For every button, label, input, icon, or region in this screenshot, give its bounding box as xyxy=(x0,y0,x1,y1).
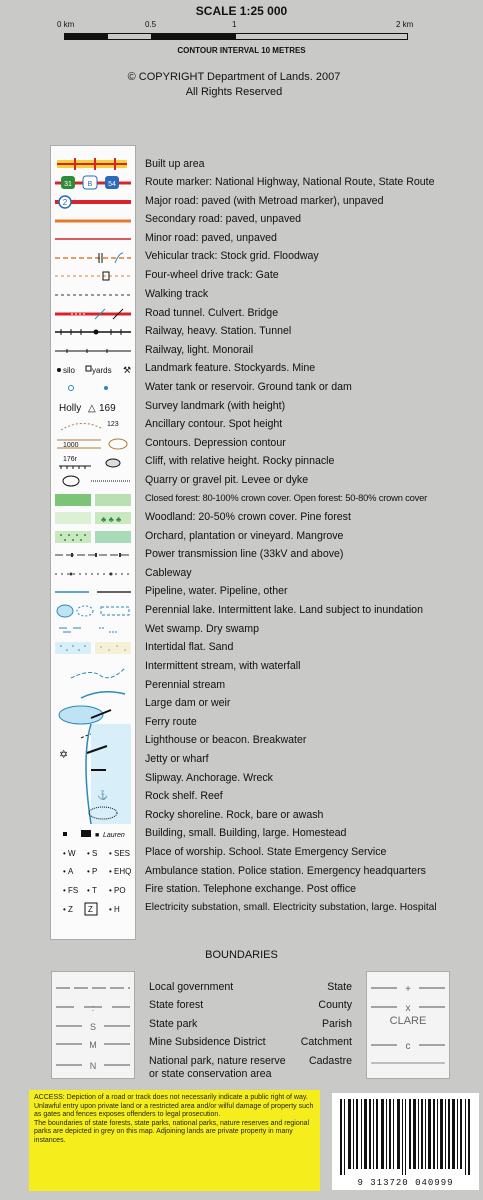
code-t: T xyxy=(92,886,97,895)
svg-text:•: • xyxy=(87,886,90,895)
legend-label: Intermittent stream, with waterfall xyxy=(145,660,301,672)
survey-landmark-symbol xyxy=(51,398,135,416)
svg-text:•: • xyxy=(109,905,112,914)
legend-label: Electricity substation, small. Electricity substation, large. Hospital xyxy=(145,902,437,913)
legend-label: Perennial stream xyxy=(145,679,226,691)
county-code: x xyxy=(405,1003,411,1014)
closed-forest-symbol xyxy=(51,491,135,509)
water-tank-symbol xyxy=(51,379,135,397)
svg-text:•: • xyxy=(63,867,66,876)
legend-label: Pipeline, water. Pipeline, other xyxy=(145,585,288,597)
survey-height: 169 xyxy=(99,403,116,414)
worship-school-ses-symbol xyxy=(51,844,135,862)
railway-light-symbol xyxy=(51,342,135,360)
legend-label: Orchard, plantation or vineyard. Mangrove xyxy=(145,530,344,542)
cliff-height: 176r xyxy=(63,456,78,463)
cliff-symbol xyxy=(51,453,135,471)
ancillary-contour-symbol xyxy=(51,416,135,434)
svg-text:•: • xyxy=(87,849,90,858)
state-forest-code: : xyxy=(91,1003,95,1013)
legend-label: Walking track xyxy=(145,288,209,300)
code-ehq: EHQ xyxy=(114,867,132,876)
legend-label: Ancillary contour. Spot height xyxy=(145,418,283,430)
swamp-symbol xyxy=(51,621,135,639)
boundary-label-right: Catchment xyxy=(300,1036,352,1048)
legend-label: Perennial lake. Intermittent lake. Land subject to inundation xyxy=(145,604,423,616)
access-notice xyxy=(29,1090,320,1191)
boundaries-title: BOUNDARIES xyxy=(205,949,278,961)
access-text: ACCESS: Depiction of a road or track does not necessarily indicate a public right of way. Unlawful entry upon private land or a restricted area and/or wilful damage of property such as gates and fences exposes offenders to legal prosecution. xyxy=(34,1094,314,1118)
legend-label: Large dam or weir xyxy=(145,697,231,709)
legend-label: Minor road: paved, unpaved xyxy=(145,232,277,244)
svg-text:■: ■ xyxy=(95,832,100,839)
legend-label: Survey landmark (with height) xyxy=(145,400,286,412)
legend-label: Landmark feature. Stockyards. Mine xyxy=(145,362,316,374)
minor-road-symbol xyxy=(51,230,135,248)
spot-height: 123 xyxy=(107,421,119,428)
boundary-left-symbols xyxy=(51,971,135,1079)
legend-label: Railway, heavy. Station. Tunnel xyxy=(145,325,292,337)
boundary-label-left: Local government xyxy=(149,981,234,993)
boundary-label-left: State park xyxy=(149,1018,198,1030)
code-fs: FS xyxy=(68,886,79,895)
legend-label: Slipway. Anchorage. Wreck xyxy=(145,772,273,784)
boundary-label-right: Cadastre xyxy=(309,1055,352,1067)
legend-label: Quarry or gravel pit. Levee or dyke xyxy=(145,474,309,486)
svg-text:•: • xyxy=(63,886,66,895)
route-marker-symbol xyxy=(51,174,135,192)
power-line-symbol xyxy=(51,546,135,564)
landmark-symbol xyxy=(51,360,135,378)
legend-label: Built up area xyxy=(145,158,205,170)
legend-label: Railway, light. Monorail xyxy=(145,344,254,356)
boundary-label-right: County xyxy=(318,999,352,1011)
vehicular-track-symbol xyxy=(51,249,135,267)
scale-bar xyxy=(64,33,408,40)
boundary-label-left: or state conservation area xyxy=(149,1068,272,1080)
route-marker-54: 54 xyxy=(108,181,116,188)
svg-text:♣ ♣ ♣: ♣ ♣ ♣ xyxy=(101,515,122,524)
legend-label: Woodland: 20-50% crown cover. Pine forest xyxy=(145,511,351,523)
legend-label: Secondary road: paved, unpaved xyxy=(145,213,302,225)
svg-text:△: △ xyxy=(88,403,96,414)
legend-label: Jetty or wharf xyxy=(145,753,209,765)
legend-label: Vehicular track: Stock grid. Floodway xyxy=(145,250,319,262)
barcode-bars xyxy=(332,1093,479,1175)
svg-text:•: • xyxy=(87,867,90,876)
woodland-symbol xyxy=(51,509,135,527)
copyright-line-2: All Rights Reserved xyxy=(185,86,283,98)
svg-text:•: • xyxy=(63,849,66,858)
copyright-line-1: © COPYRIGHT Department of Lands. 2007 xyxy=(127,71,341,83)
legend-label: Place of worship. School. State Emergency Service xyxy=(145,846,387,858)
legend-label: Major road: paved (with Metroad marker), unpaved xyxy=(145,195,384,207)
landmark-yards-text: yards xyxy=(92,366,112,375)
legend-label: Rocky shoreline. Rock, bare or awash xyxy=(145,809,324,821)
state-park-code: S xyxy=(89,1022,97,1032)
state-code: + xyxy=(405,984,411,995)
barcode xyxy=(332,1093,479,1190)
building-symbol xyxy=(51,825,135,843)
boundary-label-left: National park, nature reserve xyxy=(149,1055,286,1067)
legend-label: Four-wheel drive track: Gate xyxy=(145,269,279,281)
scale-label-1: 1 xyxy=(232,20,237,29)
legend-label: Intertidal flat. Sand xyxy=(145,641,234,653)
code-p: P xyxy=(92,867,98,876)
road-tunnel-symbol xyxy=(51,305,135,323)
legend-label: Road tunnel. Culvert. Bridge xyxy=(145,307,279,319)
legend-label: Contours. Depression contour xyxy=(145,437,286,449)
homestead-name: Lauren xyxy=(103,832,125,839)
electricity-hospital-symbol xyxy=(51,900,135,918)
code-ses: SES xyxy=(114,849,131,858)
boundary-label-right: Parish xyxy=(321,1018,352,1030)
svg-text:•: • xyxy=(109,867,112,876)
code-h: H xyxy=(114,905,120,914)
boundary-label-left: State forest xyxy=(149,999,204,1011)
cableway-symbol xyxy=(51,565,135,583)
parish-name: CLARE xyxy=(389,1015,427,1027)
route-marker-b: B xyxy=(87,181,93,188)
survey-name: Holly xyxy=(59,403,82,414)
lake-symbol xyxy=(51,602,135,620)
legend-label: Wet swamp. Dry swamp xyxy=(145,623,260,635)
legend-label: Closed forest: 80-100% crown cover. Open forest: 50-80% crown cover xyxy=(145,492,428,503)
code-z-large: Z xyxy=(88,905,93,914)
metroad-marker: 2 xyxy=(62,198,68,207)
legend-label: Lighthouse or beacon. Breakwater xyxy=(145,734,307,746)
mine-subsidence-code: M xyxy=(89,1040,97,1050)
code-z-small: Z xyxy=(68,905,73,914)
legend-label: Cableway xyxy=(145,567,192,579)
legend-label: Cliff, with relative height. Rocky pinnacle xyxy=(145,455,335,467)
code-w: W xyxy=(68,849,76,858)
svg-text:⚒: ⚒ xyxy=(123,365,132,375)
contour-value: 1000 xyxy=(63,442,79,449)
legend-label: Water tank or reservoir. Ground tank or dam xyxy=(145,381,352,393)
legend-label: Building, small. Building, large. Homestead xyxy=(145,827,347,839)
boundary-label-left: Mine Subsidence District xyxy=(149,1036,266,1048)
fire-telephone-post-symbol xyxy=(51,881,135,899)
railway-heavy-symbol xyxy=(51,323,135,341)
secondary-road-symbol xyxy=(51,212,135,230)
route-marker-31: 31 xyxy=(64,181,72,188)
legend-label: Route marker: National Highway, National Route, State Route xyxy=(145,176,435,188)
code-po: PO xyxy=(114,886,126,895)
boundaries-note: The boundaries of state forests, state parks, national parks, nature reserves and regional parks are depicted in grey on this map. Adjoining lands are private property in many instances. xyxy=(34,1119,310,1144)
pipeline-symbol xyxy=(51,583,135,601)
scale-label-2: 2 km xyxy=(396,20,414,29)
quarry-symbol xyxy=(51,472,135,490)
scale-title: SCALE 1:25 000 xyxy=(195,4,288,18)
scale-label-half: 0.5 xyxy=(145,20,157,29)
code-a: A xyxy=(68,867,74,876)
legend-label: Ferry route xyxy=(145,716,197,728)
legend-label: Rock shelf. Reef xyxy=(145,790,223,802)
barcode-number: 9 313720 040999 xyxy=(357,1178,454,1188)
ambulance-police-ehq-symbol xyxy=(51,862,135,880)
major-road-symbol xyxy=(51,193,135,211)
legend-label: Fire station. Telephone exchange. Post office xyxy=(145,883,357,895)
landmark-silo-text: silo xyxy=(63,366,76,375)
coastal-features-illustration xyxy=(51,658,135,828)
svg-text:•: • xyxy=(109,886,112,895)
orchard-symbol xyxy=(51,528,135,546)
copyright-notice xyxy=(0,70,468,100)
svg-text:•: • xyxy=(109,849,112,858)
boundary-label-right: State xyxy=(327,981,352,993)
boundary-right-symbols xyxy=(366,971,450,1079)
intertidal-symbol xyxy=(51,639,135,657)
built-up-symbol xyxy=(51,156,135,174)
svg-text:✡: ✡ xyxy=(59,749,69,761)
four-wheel-drive-symbol xyxy=(51,267,135,285)
svg-text:⚓: ⚓ xyxy=(97,790,109,800)
catchment-code: c xyxy=(405,1041,411,1052)
legend-symbol-column xyxy=(50,145,136,940)
contour-symbol xyxy=(51,435,135,453)
scale-label-0: 0 km xyxy=(57,20,75,29)
code-s: S xyxy=(92,849,98,858)
walking-track-symbol xyxy=(51,286,135,304)
national-park-code: N xyxy=(89,1061,97,1071)
svg-text:•: • xyxy=(63,905,66,914)
legend-label: Power transmission line (33kV and above) xyxy=(145,548,344,560)
contour-interval: CONTOUR INTERVAL 10 METRES xyxy=(177,46,306,55)
legend-label: Ambulance station. Police station. Emergency headquarters xyxy=(145,865,426,877)
